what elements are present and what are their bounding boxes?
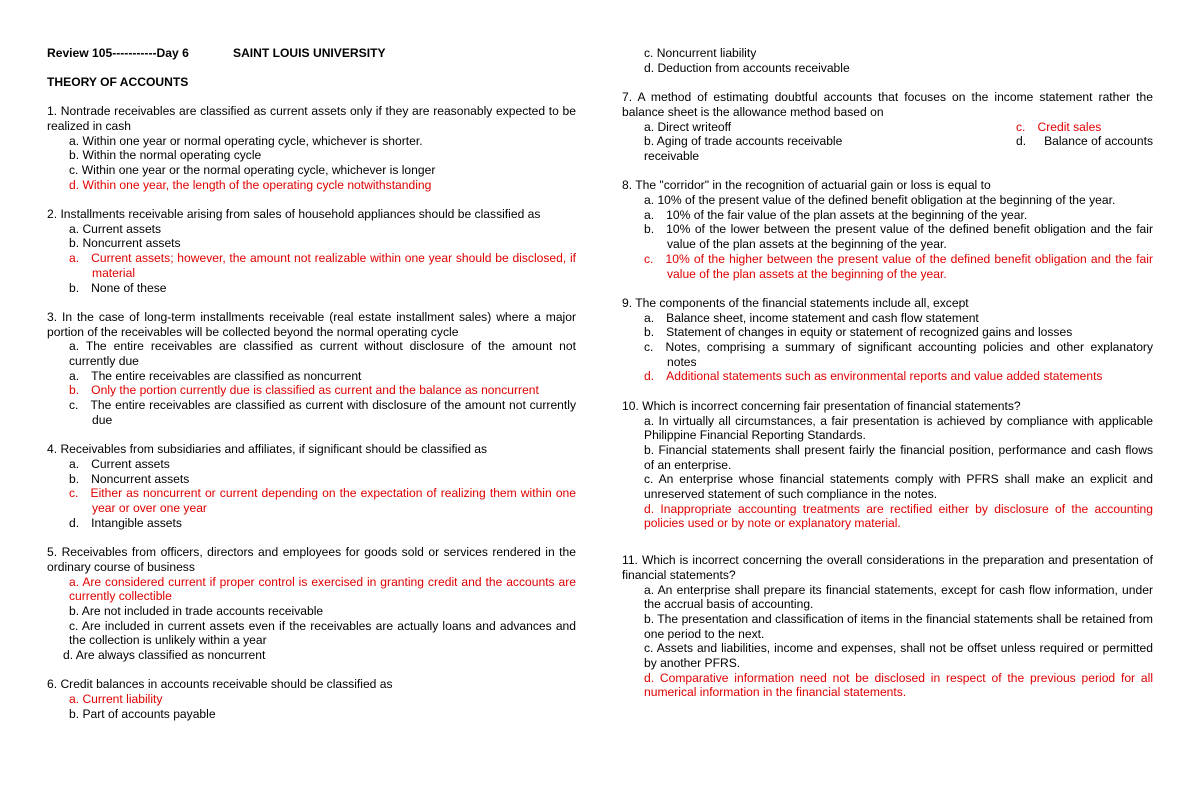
option-c: c. Noncurrent liability bbox=[644, 46, 757, 60]
option-a: a. Within one year or normal operating cycle, whichever is shorter. bbox=[69, 133, 423, 148]
option-d-text: Balance of accounts bbox=[1044, 134, 1153, 149]
question-7 bbox=[622, 90, 1153, 164]
option-d-answer: d. Comparative information need not be disclosed in respect of the previous period for all numerical information in the financial statements. bbox=[644, 670, 1153, 700]
question-stem: 6. Credit balances in accounts receivable should be classified as bbox=[47, 677, 393, 692]
options-row-1 bbox=[622, 120, 1153, 135]
option-d-wrap: receivable bbox=[644, 148, 700, 163]
option-c-answer: c. Either as noncurrent or current depending on the expectation of realizing them within one year or over one year bbox=[69, 486, 576, 516]
option-b: b. The presentation and classification of items in the financial statements shall be retained from one period to the next. bbox=[644, 611, 1153, 641]
option-d: d. Are always classified as noncurrent bbox=[63, 648, 266, 663]
option-c: c. Assets and liabilities, income and expenses, shall not be offset unless required or permitted by another PFRS. bbox=[644, 641, 1153, 671]
option-c-answer: b. Only the portion currently due is classified as current and the balance as noncurrent bbox=[69, 383, 539, 398]
option-c-answer: a. Current assets; however, the amount not realizable within one year should be disclosed, if material bbox=[69, 251, 576, 280]
option-d-answer: c. 10% of the higher between the present value of the defined benefit obligation and the fair value of the plan assets at the beginning of the year. bbox=[644, 251, 1153, 281]
question-stem: 1. Nontrade receivables are classified as current assets only if they are reasonably expected to be realized in cash bbox=[47, 104, 576, 133]
question-2 bbox=[47, 207, 576, 295]
question-10 bbox=[622, 399, 1153, 531]
option-b: a. 10% of the fair value of the plan assets at the beginning of the year. bbox=[644, 207, 1028, 222]
question-1 bbox=[47, 104, 576, 192]
option-d-letter: d. bbox=[1016, 134, 1027, 149]
review-label: Review 105-----------Day 6 bbox=[47, 46, 189, 60]
option-c: c. Notes, comprising a summary of significant accounting policies and other explanatory notes bbox=[644, 340, 1153, 369]
question-stem: 11. Which is incorrect concerning the overall considerations in the preparation and presentation of financial statements? bbox=[622, 553, 1153, 582]
right-column bbox=[622, 46, 1153, 700]
question-stem: 4. Receivables from subsidiaries and affiliates, if significant should be classified as bbox=[47, 442, 488, 457]
option-a: a. In virtually all circumstances, a fair presentation is achieved by compliance with applicable Philippine Financial Reporting Standards. bbox=[644, 413, 1153, 443]
question-6-continued bbox=[622, 46, 1153, 75]
university-name: SAINT LOUIS UNIVERSITY bbox=[233, 46, 386, 60]
option-c: c. An enterprise whose financial statements comply with PFRS shall make an explicit and unreserved statement of such compliance in the notes. bbox=[644, 472, 1153, 502]
option-a-answer: a. Current liability bbox=[69, 692, 163, 707]
option-b: b. Statement of changes in equity or statement of recognized gains and losses bbox=[644, 325, 1073, 340]
options-row-2 bbox=[622, 134, 1153, 149]
option-b: b. Noncurrent assets bbox=[69, 236, 181, 251]
option-d: d. Intangible assets bbox=[69, 515, 182, 530]
option-a: a. Balance sheet, income statement and cash flow statement bbox=[644, 310, 979, 325]
option-d: c. The entire receivables are classified as current with disclosure of the amount not currently due bbox=[69, 398, 576, 427]
section-title: THEORY OF ACCOUNTS bbox=[47, 74, 189, 89]
option-c: c. Within one year or the normal operating cycle, whichever is longer bbox=[69, 162, 436, 177]
option-b: b. Financial statements shall present fairly the financial position, performance and cash flows of an enterprise. bbox=[644, 442, 1153, 472]
question-stem: 9. The components of the financial statements include all, except bbox=[622, 295, 969, 310]
option-d-answer: d. Additional statements such as environmental reports and value added statements bbox=[644, 369, 1103, 384]
option-d bbox=[991, 134, 1153, 149]
question-3 bbox=[47, 310, 576, 428]
question-stem: 5. Receivables from officers, directors and employees for goods sold or services rendered in the ordinary course of business bbox=[47, 545, 576, 574]
question-11 bbox=[622, 553, 1153, 700]
option-b: b. Within the normal operating cycle bbox=[69, 148, 262, 163]
option-a: a. Direct writeoff bbox=[644, 119, 732, 134]
option-d: b. None of these bbox=[69, 280, 167, 295]
option-d-answer: d. Within one year, the length of the operating cycle notwithstanding bbox=[69, 177, 432, 192]
option-d: d. Deduction from accounts receivable bbox=[644, 60, 850, 75]
question-4 bbox=[47, 442, 576, 530]
option-c-answer: c. Credit sales bbox=[1016, 119, 1102, 134]
option-b: b. Part of accounts payable bbox=[69, 706, 216, 721]
left-column bbox=[47, 46, 576, 722]
option-a: a. Current assets bbox=[69, 456, 170, 471]
question-5 bbox=[47, 545, 576, 663]
option-b: a. The entire receivables are classified as noncurrent bbox=[69, 368, 362, 383]
option-c: b. 10% of the lower between the present value of the defined benefit obligation and the fair value of the plan assets at the beginning of the year. bbox=[644, 222, 1153, 252]
option-b: b. Aging of trade accounts receivable bbox=[644, 134, 843, 149]
question-stem: 2. Installments receivable arising from sales of household appliances should be classified as bbox=[47, 207, 541, 221]
option-a: a. The entire receivables are classified as current without disclosure of the amount not currently due bbox=[69, 339, 576, 369]
option-c: c. Are included in current assets even if the receivables are actually loans and advances and the collection is unlikely within a year bbox=[69, 618, 576, 648]
option-a: a. Current assets bbox=[69, 221, 162, 236]
option-a: a. An enterprise shall prepare its financial statements, except for cash flow information, under the accrual basis of accounting. bbox=[644, 582, 1153, 612]
question-stem: 3. In the case of long-term installments receivable (real estate installment sales) where a major portion of the receivables will be collected beyond the normal operating cycle bbox=[47, 309, 576, 339]
option-a: a. 10% of the present value of the defined benefit obligation at the beginning of the year. bbox=[644, 193, 1116, 207]
question-9 bbox=[622, 296, 1153, 384]
question-6 bbox=[47, 677, 576, 721]
question-stem: 8. The "corridor" in the recognition of actuarial gain or loss is equal to bbox=[622, 178, 991, 193]
option-b: b. Noncurrent assets bbox=[69, 471, 190, 486]
option-d-answer: d. Inappropriate accounting treatments are rectified either by disclosure of the accounting policies used or by note or explanatory material. bbox=[644, 501, 1153, 531]
document-header bbox=[47, 46, 576, 61]
question-stem: 10. Which is incorrect concerning fair presentation of financial statements? bbox=[622, 398, 1021, 413]
question-8 bbox=[622, 178, 1153, 281]
option-b: b. Are not included in trade accounts receivable bbox=[69, 603, 324, 618]
question-stem: 7. A method of estimating doubtful accounts that focuses on the income statement rather the balance sheet is the allowance method based on bbox=[622, 90, 1153, 119]
option-a-answer: a. Are considered current if proper control is exercised in granting credit and the accounts are currently collectible bbox=[69, 574, 576, 604]
